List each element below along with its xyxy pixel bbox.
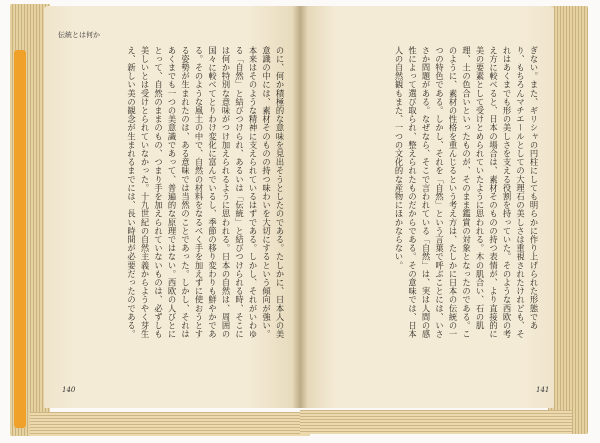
right-bottom-edges [300, 410, 572, 434]
orange-bookmark-edge [14, 50, 26, 428]
left-page-number: 140 [62, 386, 76, 394]
right-page-number: 141 [536, 386, 550, 394]
running-head: 伝統とは何か [58, 31, 100, 39]
left-page-text: のに、何か積極的な意味を見出そうとしたのである。たしかに、日本人の美意識の中には、素材そのものの持つ味わいを大切にするという傾向が強い。本来はそのような精神に支えられているはずである。しかし、それがいわゆる「自然」と結びつけられ、あるいは「伝統」と結びつけられる時、そこには何か特別な意味がつけ加えられるように思われる。日本の自然は、周囲の国々に較べてとりわけ変化に富んでいるし、季節の移り変わりも鮮やかである。そのような風土の中で、自然の材料をなるべく手を加えずに使おうとする姿勢が生まれたのは、ある意味では当然のことであった。しかし、それはあくまでも一つの美意識であって、普遍的な原理ではない。西欧の人びとにとって、自然のままのもの、つまり手を加えられていないものは、必ずしも美しいとは受けとられていなかった。十九世紀の自然主義からようやく芽生え、新しい美の観念が生まれるまでには、長い時間が必要だったのである。 [126, 46, 285, 339]
right-page-edges [548, 6, 588, 434]
left-bottom-edges [30, 412, 310, 436]
book-gutter [292, 6, 308, 408]
right-page-text: ぎない。また、ギリシャの円柱にしても明らかに作り上げられた形態であり、もちろんマチエールとしての大理石の美しさは重視されたけれども、それはあくまでも形の美しさを支える役割を持っていた。そのような西欧の考え方に較べると、日本の場合は、素材そのものの持つ表情が、より直接的に美の要素として受けとめられていたように思われる。木の肌合い、石の肌理、土の色合いといったものが、そのまま鑑賞の対象となったのである。このように、素材の性格を重んじるという考え方は、たしかに日本の伝統の一つの特色である。しかし、それを「自然」という言葉で呼ぶことには、いささか問題がある。なぜなら、そこで言われている「自然」は、実は人間の感性によって選び取られ、整えられたものだからである。その意味では、日本人の自然観もまた、一つの文化的な産物にほかならない。 [394, 46, 539, 339]
